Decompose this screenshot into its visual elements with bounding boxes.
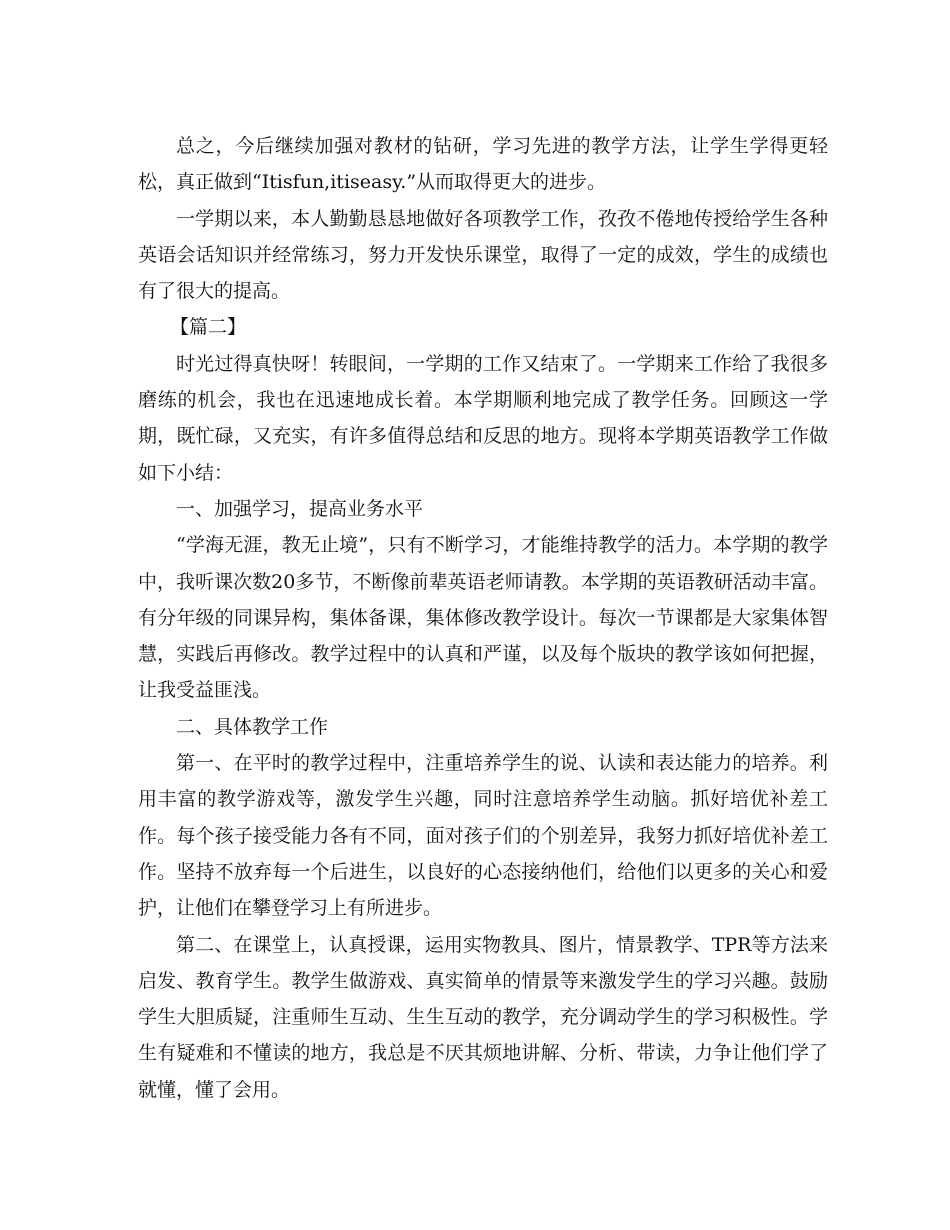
paragraph-conclusion: 总之，今后继续加强对教材的钻研，学习先进的教学方法，让学生学得更轻松，真正做到“Itisfun,itiseasy.”从而取得更大的进步。 xyxy=(138,135,828,194)
paragraph-second-point: 第二、在课堂上，认真授课，运用实物教具、图片，情景教学、TPR等方法来启发、教育学生。教学生做游戏、真实简单的情景等来激发学生的学习兴趣。鼓励学生大胆质疑，注重师生互动、生生互动的教学，充分调动学生的学习积极性。学生有疑难和不懂读的地方，我总是不厌其烦地讲解、分析、带读，力争让他们学了就懂，懂了会用。 xyxy=(138,933,828,1101)
subheading-specific-teaching: 二、具体教学工作 xyxy=(176,715,329,738)
subheading-strengthen-learning: 一、加强学习，提高业务水平 xyxy=(176,497,424,520)
paragraph-semester-summary: 一学期以来，本人勤勤恳恳地做好各项教学工作，孜孜不倦地传授给学生各种英语会话知识并经常练习，努力开发快乐课堂，取得了一定的成效，学生的成绩也有了很大的提高。 xyxy=(138,207,828,303)
section-marker: 【篇二】 xyxy=(170,316,247,339)
paragraph-first-point: 第一、在平时的教学过程中，注重培养学生的说、认读和表达能力的培养。利用丰富的教学游戏等，激发学生兴趣，同时注意培养学生动脑。抓好培优补差工作。每个孩子接受能力各有不同，面对孩子们的个别差异，我努力抓好培优补差工作。坚持不放弃每一个后进生，以良好的心态接纳他们，给他们以更多的关心和爱护，让他们在攀登学习上有所进步。 xyxy=(138,752,828,920)
paragraph-intro: 时光过得真快呀！转眼间，一学期的工作又结束了。一学期来工作给了我很多磨练的机会，我也在迅速地成长着。本学期顺利地完成了教学任务。回顾这一学期，既忙碌，又充实，有许多值得总结和反思的地方。现将本学期英语教学工作做如下小结： xyxy=(138,352,828,484)
document-body xyxy=(138,128,828,1108)
paragraph-learning: “学海无涯，教无止境”，只有不断学习，才能维持教学的活力。本学期的教学中，我听课次数20多节，不断像前辈英语老师请教。本学期的英语教研活动丰富。有分年级的同课异构，集体备课，集体修改教学设计。每次一节课都是大家集体智慧，实践后再修改。教学过程中的认真和严谨，以及每个版块的教学该如何把握，让我受益匪浅。 xyxy=(138,534,828,702)
